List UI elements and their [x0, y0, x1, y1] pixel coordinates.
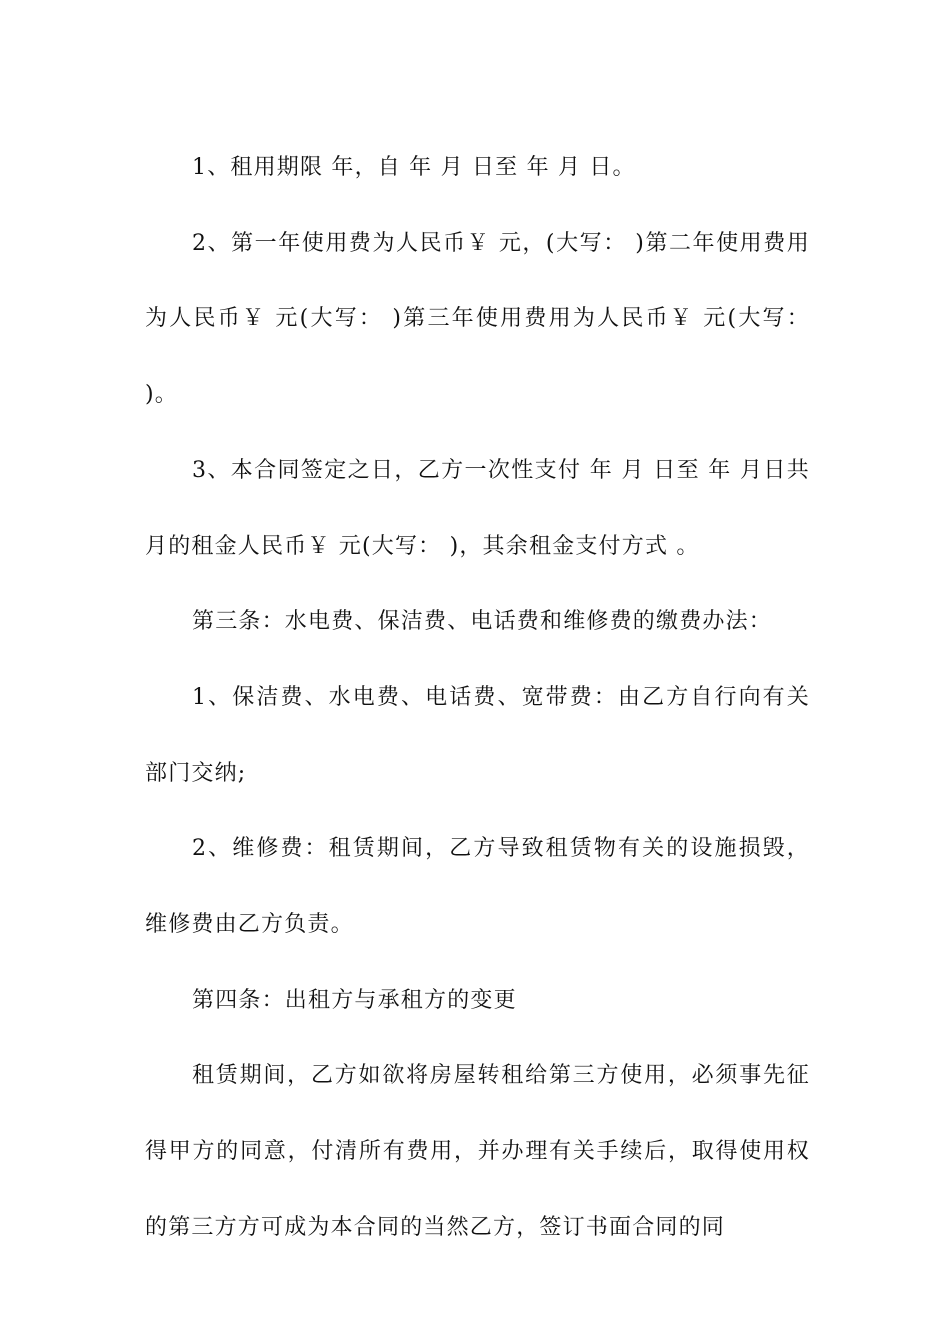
paragraph-annual-fee: 2、第一年使用费为人民币￥ 元，(大写： )第二年使用费用为人民币￥ 元(大写： )第三年使用费用为人民币￥ 元(大写： )。 — [145, 230, 819, 408]
paragraph-utility-fees: 1、保洁费、水电费、电话费、宽带费：由乙方自行向有关部门交纳; — [145, 684, 810, 786]
paragraph-term: 1、租用期限 年，自 年 月 日至 年 月 日。 — [192, 155, 636, 180]
paragraph-maintenance-fee: 2、维修费：租赁期间，乙方导致租赁物有关的设施损毁，维修费由乙方负责。 — [145, 836, 810, 938]
paragraph-payment: 3、本合同签定之日，乙方一次性支付 年 月 日至 年 月日共 月的租金人民币￥ 元(大写： )，其余租金支付方式 。 — [145, 457, 819, 559]
section-heading-article-4: 第四条：出租方与承租方的变更 — [192, 987, 517, 1013]
section-heading-article-3: 第三条：水电费、保洁费、电话费和维修费的缴费办法： — [192, 609, 773, 635]
document-body — [145, 130, 819, 1266]
paragraph-sublease: 租赁期间，乙方如欲将房屋转租给第三方使用，必须事先征得甲方的同意，付清所有费用，并办理有关手续后，取得使用权的第三方方可成为本合同的当然乙方，签订书面合同的同 — [145, 1063, 810, 1240]
